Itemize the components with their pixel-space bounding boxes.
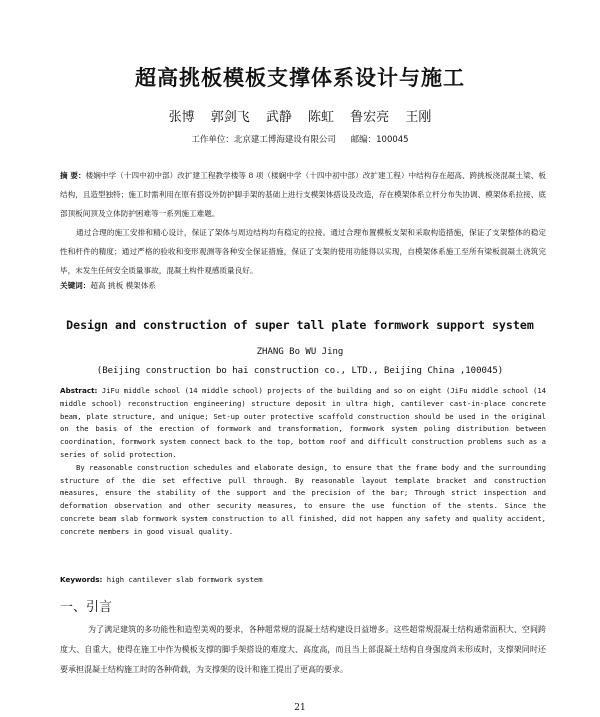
english-keywords-label: Keywords: bbox=[60, 575, 103, 584]
chinese-title: 超高挑板模板支撑体系设计与施工 bbox=[135, 65, 465, 90]
section-heading: 一、引言 bbox=[60, 600, 113, 615]
chinese-affiliation bbox=[0, 133, 600, 145]
chinese-authors: 张博 郭剑飞 武静 陈虹 鲁宏亮 王刚 bbox=[168, 110, 432, 125]
chinese-keywords-label: 关键词： bbox=[60, 281, 91, 290]
chinese-abstract bbox=[60, 166, 546, 280]
chinese-abstract-label: 摘 要： bbox=[60, 171, 86, 180]
chinese-abstract-text-2: 通过合理的施工安排和精心设计，保证了架体与周边结构均有稳定的拉接。通过合理布置模板支架和采取构造措施，保证了支架整体的稳定性和杆件的精度；通过严格的验收和变形观测等各种安全保证措施，保证了支架的使用功能得以实现，自模架体系施工至所有梁板混凝土浇筑完毕，未发生任何安全质量事故，混凝土构件观感质量良好。 bbox=[60, 228, 546, 275]
english-title: Design and construction of super tall plate formwork support system bbox=[66, 318, 534, 332]
english-abstract-text-1: JiFu middle school (14 middle school) projects of the building and so on eight (JiFu middle school (14 middle school) reconstruction engineering) structure deposit in ultra high, cantilever cast-in-place concrete beam, plate structure, and unique; Set-up outer protective scaffold construction should be used in the original on the basis of the erection of formwork and transformation, formwork system poling distribution between coordination, formwork system connect back to the top, bottom roof and difficult construction problems such as a series of solid protection. bbox=[60, 386, 546, 459]
affiliation-unit: 工作单位：北京建工博海建设有限公司 bbox=[191, 135, 336, 145]
introduction bbox=[60, 620, 546, 680]
english-abstract-paragraph bbox=[60, 385, 546, 462]
english-keywords bbox=[60, 575, 546, 584]
page-number: 21 bbox=[294, 703, 306, 713]
chinese-keywords-text: 超高 挑板 模架体系 bbox=[90, 281, 156, 290]
chinese-abstract-paragraph bbox=[60, 166, 546, 223]
english-authors: ZHANG Bo WU Jing bbox=[256, 347, 344, 357]
chinese-keywords bbox=[60, 280, 546, 291]
chinese-abstract-text-1: 楼娴中学（十四中初中部）改扩建工程教学楼等 8 项（楼娴中学（十四中初中部）改扩建工程）中结构存在超高、跨挑板浇混凝土梁、板结构，且造型独特；施工时需利用在原有搭设外防护脚手架的基础上进行支模架体搭设及改造，存在模架体系立杆分布失协调、模架体系拉接、底部顶板间顶及立体防护困难等一系列施工难题。 bbox=[60, 171, 546, 218]
english-abstract-text-2: By reasonable construction schedules and elaborate design, to ensure that the frame body and the surrounding structure of the die set effective pull through. By reasonable layout template bracket and construction measures, ensure the stability of the support and the precision of the bar; Through strict inspection and deformation observation and other security measures, to ensure the use function of the stents. Since the concrete beam slab formwork system construction to all finished, did not happen any safety and quality accident, concrete members in good visual quality. bbox=[60, 462, 546, 536]
introduction-paragraph: 为了满足建筑的多功能性和造型美观的要求，各种超常规的混凝土结构建设日益增多。这些超常规混凝土结构通常面积大、空间跨度大、自重大，使得在施工中作为模板支撑的脚手架搭设的难度大、高度高，而且当上部混凝土结构自身强度尚未形成时，支撑架同时还要承担混凝土结构施工时的各种荷载，为支撑架的设计和施工提出了更高的要求。 bbox=[60, 625, 546, 674]
english-abstract-label: Abstract: bbox=[60, 386, 98, 395]
affiliation-postcode: 邮编：100045 bbox=[350, 135, 409, 145]
english-affiliation: (Beijing construction bo hai construction co., LTD., Beijing China ,100045) bbox=[96, 366, 504, 376]
english-abstract bbox=[60, 385, 546, 539]
english-keywords-text: high cantilever slab formwork system bbox=[106, 575, 263, 584]
